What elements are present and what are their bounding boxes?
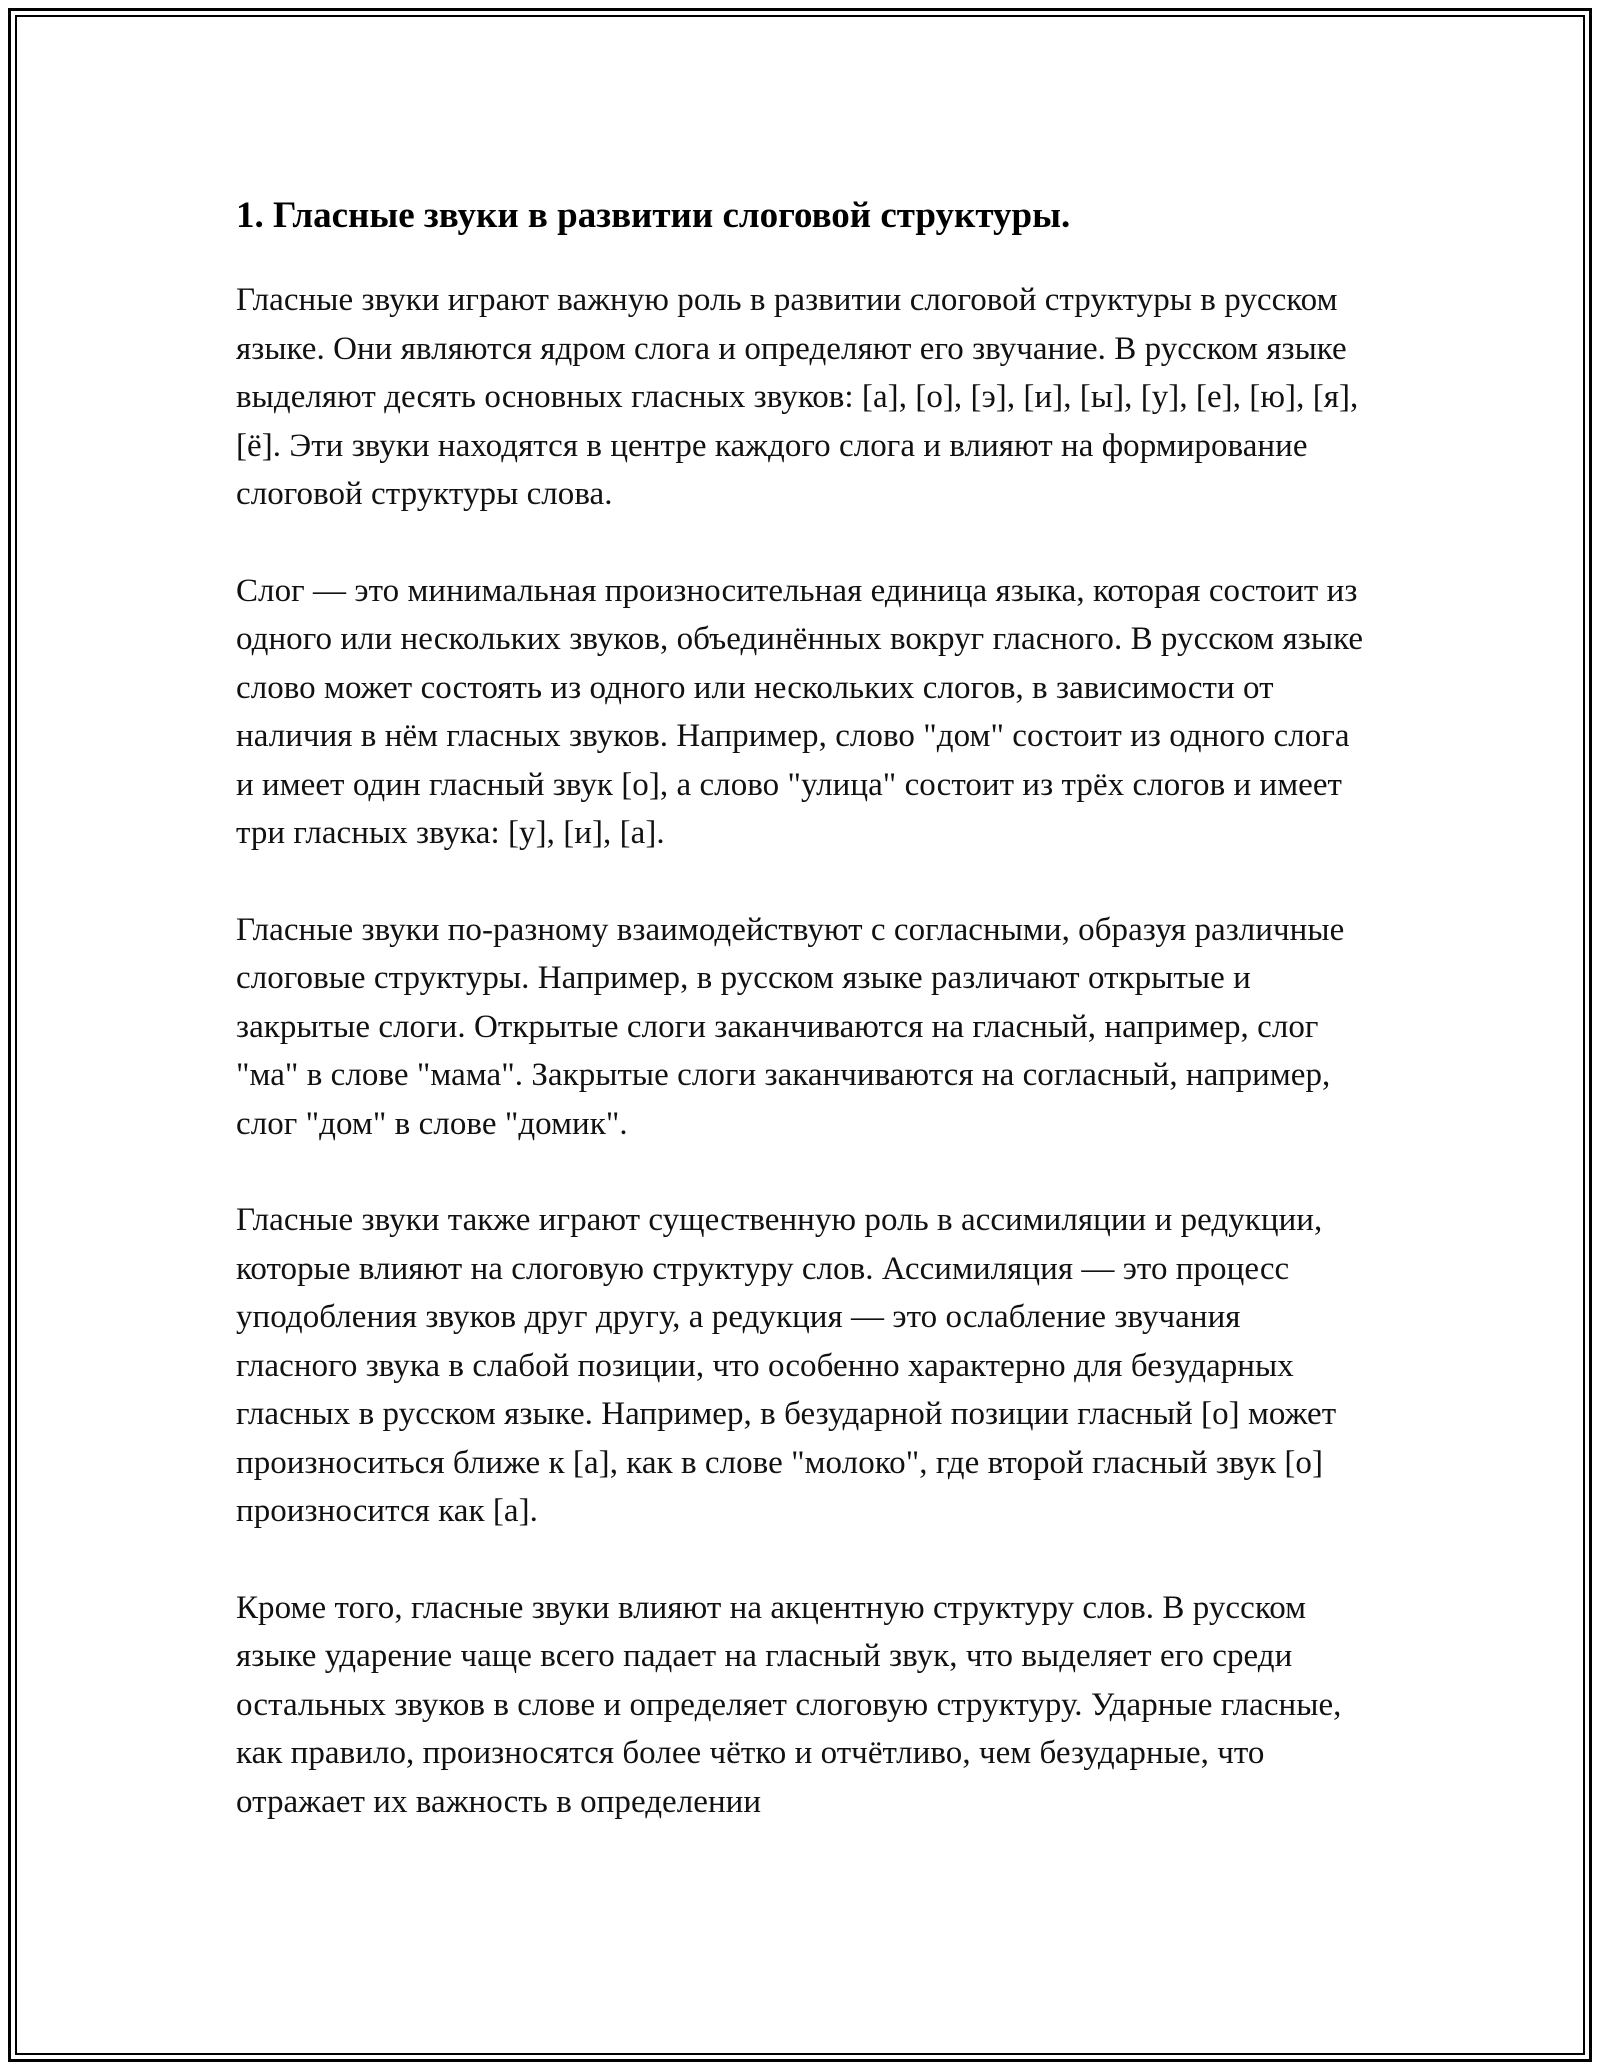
section-title: 1. Гласные звуки в развитии слоговой структуры.: [236, 195, 1071, 236]
paragraph-vowels-role: Гласные звуки играют важную роль в развитии слоговой структуры в русском языке. Они являются ядром слога и определяют его звучание. В русском языке выделяют десять основных гласных звуков: [а], [о], [э], [и], [ы], [у], [е], [ю], [я], [ё]. Эти звуки находятся в центре каждого слога и влияют на формирование слоговой структуры слова.: [236, 282, 1359, 512]
paragraph-syllable-definition: Слог — это минимальная произносительная единица языка, которая состоит из одного или нескольких звуков, объединённых вокруг гласного. В русском языке слово может состоять из одного или нескольких слогов, в зависимости от наличия в нём гласных звуков. Например, слово "дом" состоит из одного слога и имеет один гласный звук [о], а слово "улица" состоит из трёх слогов и имеет три гласных звука: [у], [и], [а].: [236, 572, 1364, 851]
paragraph-open-closed-syllables: Гласные звуки по-разному взаимодействуют с согласными, образуя различные слоговые структуры. Например, в русском языке различают открытые и закрытые слоги. Открытые слоги заканчиваются на гласный, например, слог "ма" в слове "мама". Закрытые слоги заканчиваются на согласный, например, слог "дом" в слове "домик".: [236, 911, 1345, 1142]
paragraph-assimilation-reduction: Гласные звуки также играют существенную роль в ассимиляции и редукции, которые влияют на слоговую структуру слов. Ассимиляция — это процесс уподобления звуков друг другу, а редукция — это ослабление звучания гласного звука в слабой позиции, что особенно характерно для безударных гласных в русском языке. Например, в безударной позиции гласный [о] может произноситься ближе к [а], как в слове "молоко", где второй гласный звук [о] произносится как [а].: [236, 1202, 1337, 1529]
document-body: [236, 190, 1366, 1826]
paragraph-accent-structure: Кроме того, гласные звуки влияют на акцентную структуру слов. В русском языке ударение чаще всего падает на гласный звук, что выделяет его среди остальных звуков в слове и определяет слоговую структуру. Ударные гласные, как правило, произносятся более чётко и отчётливо, чем безударные, что отражает их важность в определении: [236, 1589, 1342, 1820]
